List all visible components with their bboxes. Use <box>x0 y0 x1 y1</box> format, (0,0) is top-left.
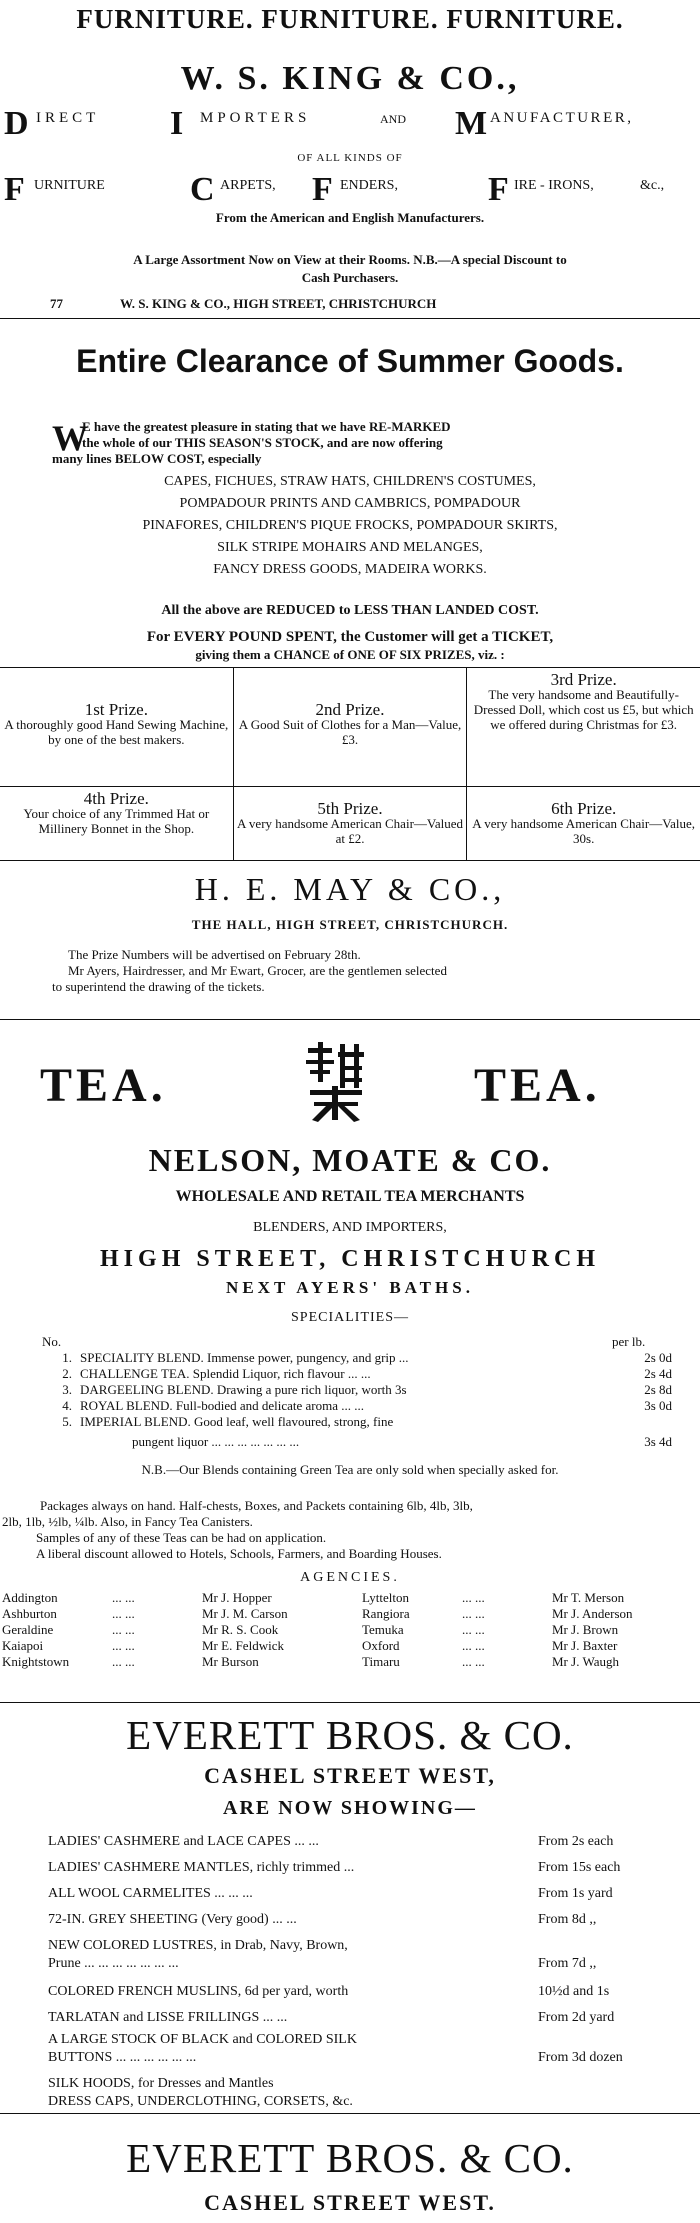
list-item: 72-IN. GREY SHEETING (Very good) ... ... From 8d ,, <box>48 1912 597 1927</box>
may-headline: Entire Clearance of Summer Goods. <box>76 343 624 379</box>
table-row: Ashburton ... ... Mr J. M. Carson Rangiora ... ... Mr J. Anderson <box>2 1606 633 1621</box>
goods-line: POMPADOUR PRINTS AND CAMBRICS, POMPADOUR <box>179 496 521 511</box>
prize-cell: 3rd Prize. The very handsome and Beautifully-Dressed Doll, which cost us £5, but which we offered during Christmas for £3. <box>466 668 700 786</box>
list-item: 4. ROYAL BLEND. Full-bodied and delicate aroma ... ... 3s 0d <box>62 1398 672 1413</box>
prize-cell: 1st Prize. A thoroughly good Hand Sewing Machine, by one of the best makers. <box>4 700 229 747</box>
may-note-2: Mr Ayers, Hairdresser, and Mr Ewart, Grocer, are the gentlemen selected <box>68 963 447 978</box>
tea-word-left: TEA. <box>40 1059 167 1112</box>
table-row: Kaiapoi ... ... Mr E. Feldwick Oxford ... ... Mr J. Baxter <box>2 1638 618 1653</box>
king-cash: Cash Purchasers. <box>301 270 399 285</box>
tea-street: HIGH STREET, CHRISTCHURCH <box>100 1246 600 1272</box>
prize-cell: 5th Prize. A very handsome American Chair—Valued at £2. <box>233 787 467 860</box>
table-row: Addington ... ... Mr J. Hopper Lyttelton ... ... Mr T. Merson <box>2 1590 625 1605</box>
tea-word-right: TEA. <box>474 1059 601 1112</box>
list-item: 1. SPECIALITY BLEND. Immense power, pungency, and grip ... 2s 0d <box>62 1350 672 1365</box>
tea-packages-3: Samples of any of these Teas can be had on application. <box>36 1530 327 1545</box>
may-pound-2: giving them a CHANCE of ONE OF SIX PRIZES, viz. : <box>195 647 505 662</box>
tea-specialities: SPECIALITIES— <box>291 1310 409 1325</box>
everett-name: EVERETT BROS. & CO. <box>126 1712 574 1758</box>
tea-sub-2: BLENDERS, AND IMPORTERS, <box>253 1220 447 1235</box>
table-row: Knightstown ... ... Mr Burson Timaru ... ... Mr J. Waugh <box>2 1654 619 1669</box>
list-item: NEW COLORED LUSTRES, in Drab, Navy, Brown, <box>48 1938 348 1953</box>
list-item: SILK HOODS, for Dresses and Mantles <box>48 2076 274 2091</box>
tea-col-no: No. <box>42 1334 62 1349</box>
king-advert: FURNITURE. FURNITURE. FURNITURE. W. S. KING & CO., D IRECT I MPORTERS AND M ANUFACTURER, OF ALL KINDS OF F URNITURE C ARPETS, F ENDERS, F IRE - IRONS, &c., From the American and English Manufacturers. A Large Assortment Now on View at their Rooms. N.B.—A special Discount to Cash Purchasers. 77 W. S. KING & CO., HIGH STREET, CHRISTCHURCH <box>0 0 700 318</box>
tea-price-list <box>42 1350 672 1450</box>
furniture-banner: FURNITURE. FURNITURE. FURNITURE. <box>76 4 624 34</box>
may-intro-1: E have the greatest pleasure in stating that we have RE-MARKED <box>82 419 451 434</box>
everett-list <box>48 1829 688 2111</box>
prize-row <box>0 787 700 861</box>
list-item: LADIES' CASHMERE and LACE CAPES ... ... From 2s each <box>48 1834 614 1849</box>
list-item: DRESS CAPS, UNDERCLOTHING, CORSETS, &c. <box>48 2094 353 2109</box>
tea-next: NEXT AYERS' BATHS. <box>226 1278 474 1297</box>
everett-advert <box>0 1703 700 2113</box>
may-intro-3: many lines BELOW COST, especially <box>52 451 262 466</box>
table-row: Geraldine ... ... Mr R. S. Cook Temuka ... ... Mr J. Brown <box>2 1622 619 1637</box>
may-note-3: to superintend the drawing of the tickets. <box>52 979 265 994</box>
may-address: THE HALL, HIGH STREET, CHRISTCHURCH. <box>191 917 509 932</box>
prize-cell: 2nd Prize. A Good Suit of Clothes for a Man—Value, £3. <box>233 668 467 786</box>
king-assortment: A Large Assortment Now on View at their Rooms. N.B.—A special Discount to <box>133 252 567 267</box>
tea-merchant-name: NELSON, MOATE & CO. <box>148 1142 552 1178</box>
tea-col-price: per lb. <box>612 1334 646 1349</box>
list-item: pungent liquor ... ... ... ... ... ... ... 3s 4d <box>132 1434 672 1449</box>
may-drop-cap: W <box>52 418 88 458</box>
list-item: COLORED FRENCH MUSLINS, 6d per yard, worth 10½d and 1s <box>48 1984 610 1999</box>
may-name: H. E. MAY & CO., <box>194 871 506 907</box>
may-pound-1: For EVERY POUND SPENT, the Customer will get a TICKET, <box>146 629 554 645</box>
list-item: Prune ... ... ... ... ... ... ... From 7d ,, <box>48 1956 597 1971</box>
goods-line: SILK STRIPE MOHAIRS AND MELANGES, <box>217 540 483 555</box>
agencies-table <box>2 1590 698 1670</box>
everett-advert-repeat <box>0 2114 700 2220</box>
prize-row <box>0 667 700 787</box>
everett-name-repeat: EVERETT BROS. & CO. <box>126 2135 574 2181</box>
list-item: 3. DARGEELING BLEND. Drawing a pure rich liquor, worth 3s 2s 8d <box>62 1382 672 1397</box>
king-from: From the American and English Manufacturers. <box>215 210 485 225</box>
may-note-1: The Prize Numbers will be advertised on February 28th. <box>68 947 361 962</box>
prize-table <box>0 667 700 861</box>
king-address: W. S. KING & CO., HIGH STREET, CHRISTCHURCH <box>120 296 437 311</box>
king-number: 77 <box>50 296 63 311</box>
list-item: TARLATAN and LISSE FRILLINGS ... ... From 2d yard <box>48 2010 615 2025</box>
tea-advert <box>0 1020 700 1702</box>
king-name: W. S. KING & CO., <box>180 60 520 97</box>
may-reduced: All the above are REDUCED to LESS THAN LANDED COST. <box>161 603 539 618</box>
list-item: ALL WOOL CARMELITES ... ... ... From 1s yard <box>48 1886 613 1901</box>
goods-line: CAPES, FICHUES, STRAW HATS, CHILDREN'S COSTUMES, <box>164 474 536 489</box>
list-item: BUTTONS ... ... ... ... ... ... From 3d dozen <box>48 2050 623 2065</box>
may-advert <box>0 319 700 1019</box>
tea-packages-1: Packages always on hand. Half-chests, Boxes, and Packets containing 6lb, 4lb, 3lb, <box>40 1498 473 1513</box>
tea-nb: N.B.—Our Blends containing Green Tea are only sold when specially asked for. <box>141 1462 559 1477</box>
everett-showing: ARE NOW SHOWING— <box>223 1797 477 1819</box>
may-goods <box>40 471 660 581</box>
prize-cell: 6th Prize. A very handsome American Chair—Value, 30s. <box>466 787 700 860</box>
list-item: 5. IMPERIAL BLEND. Good leaf, well flavoured, strong, fine <box>62 1414 394 1429</box>
goods-line: FANCY DRESS GOODS, MADEIRA WORKS. <box>213 562 487 577</box>
tea-chinese-logo-icon <box>304 1042 368 1122</box>
list-item: LADIES' CASHMERE MANTLES, richly trimmed ... From 15s each <box>48 1860 621 1875</box>
king-of-all: OF ALL KINDS OF <box>297 152 403 164</box>
list-item: A LARGE STOCK OF BLACK and COLORED SILK <box>48 2032 357 2047</box>
may-intro-2: the whole of our THIS SEASON'S STOCK, and are now offering <box>82 435 443 450</box>
goods-line: PINAFORES, CHILDREN'S PIQUE FROCKS, POMPADOUR SKIRTS, <box>142 518 558 533</box>
everett-street: CASHEL STREET WEST, <box>204 1763 496 1788</box>
tea-sub-1: WHOLESALE AND RETAIL TEA MERCHANTS <box>175 1188 525 1205</box>
prize-cell: 4th Prize. Your choice of any Trimmed Hat or Millinery Bonnet in the Shop. <box>23 789 210 836</box>
everett-street-repeat: CASHEL STREET WEST. <box>204 2190 496 2215</box>
tea-agencies-title: AGENCIES. <box>300 1570 400 1585</box>
list-item: 2. CHALLENGE TEA. Splendid Liquor, rich flavour ... ... 2s 4d <box>62 1366 672 1381</box>
tea-packages-4: A liberal discount allowed to Hotels, Schools, Farmers, and Boarding Houses. <box>36 1546 442 1561</box>
tea-packages-2: 2lb, 1lb, ½lb, ¼lb. Also, in Fancy Tea Canisters. <box>2 1514 253 1529</box>
